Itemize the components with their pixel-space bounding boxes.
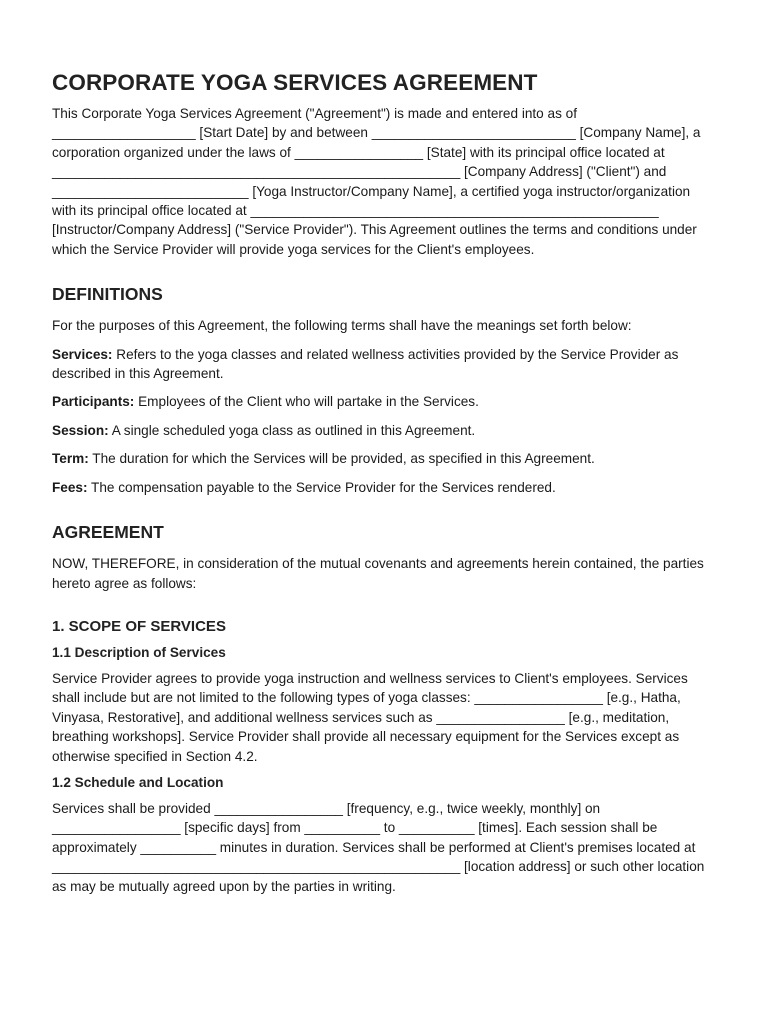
definition-term: Participants:: [52, 394, 135, 410]
definition-term: Services:: [52, 346, 113, 362]
definition-session: [52, 421, 718, 440]
definition-text: The duration for which the Services will be provided, as specified in this Agreement.: [88, 451, 595, 467]
schedule-heading: 1.2 Schedule and Location: [52, 774, 224, 790]
agreement-paragraph: NOW, THEREFORE, in consideration of the mutual covenants and agreements herein contained, the parties hereto agree as follows:: [52, 556, 704, 591]
document-title: CORPORATE YOGA SERVICES AGREEMENT: [52, 70, 538, 95]
definition-fees: [52, 478, 718, 497]
description-heading: 1.1 Description of Services: [52, 644, 226, 660]
scope-heading: 1. SCOPE OF SERVICES: [52, 617, 226, 635]
definition-services: [52, 345, 718, 384]
definition-term: Term:: [52, 451, 89, 467]
definitions-heading: DEFINITIONS: [52, 284, 163, 305]
description-paragraph: Service Provider agrees to provide yoga instruction and wellness services to Client's employees. Services shall include but are not limited to the following types of yoga classes: _________________ [e.g., Hatha, Vinyasa, Restorative], and additional wellness services such as _________________ [e.g., meditation, breathing workshops]. Service Provider shall provide all necessary equipment for the Services except as otherwise specified in Section 4.2.: [52, 670, 688, 764]
definitions-lead: For the purposes of this Agreement, the following terms shall have the meanings set forth below:: [52, 318, 632, 334]
definitions-section: [52, 284, 718, 497]
definition-participants: [52, 392, 718, 411]
schedule-paragraph: Services shall be provided _________________ [frequency, e.g., twice weekly, monthly] on _________________ [specific days] from __________ to __________ [times]. Each session shall be approximately __________ minutes in duration. Services shall be performed at Client's premises located at ______________________________________________________ [location address] or such other location as may be mutually agreed upon by the parties in writing.: [52, 800, 705, 894]
scope-section: [52, 618, 718, 896]
definition-text: The compensation payable to the Service Provider for the Services rendered.: [87, 479, 556, 495]
definition-term: Fees:: [52, 479, 88, 495]
definition-text: Employees of the Client who will partake in the Services.: [134, 394, 479, 410]
agreement-section: [52, 522, 718, 593]
definition-term-item: [52, 449, 718, 468]
agreement-heading: AGREEMENT: [52, 522, 164, 543]
definition-term: Session:: [52, 422, 109, 438]
definition-text: Refers to the yoga classes and related wellness activities provided by the Service Provider as described in this Agreement.: [52, 346, 679, 382]
definition-text: A single scheduled yoga class as outlined in this Agreement.: [108, 422, 476, 438]
intro-paragraph: This Corporate Yoga Services Agreement ("Agreement") is made and entered into as of ___________________ [Start Date] by and between ___________________________ [Company Name], a corporation organized under the laws of _________________ [State] with its principal office located at ______________________________________________________ [Company Address] ("Client") and __________________________ [Yoga Instructor/Company Name], a certified yoga instructor/organization with its principal office located at ______________________________________________________ [Instructor/Company Address] ("Service Provider"). This Agreement outlines the terms and conditions under which the Service Provider will provide yoga services for the Client's employees.: [52, 106, 701, 257]
